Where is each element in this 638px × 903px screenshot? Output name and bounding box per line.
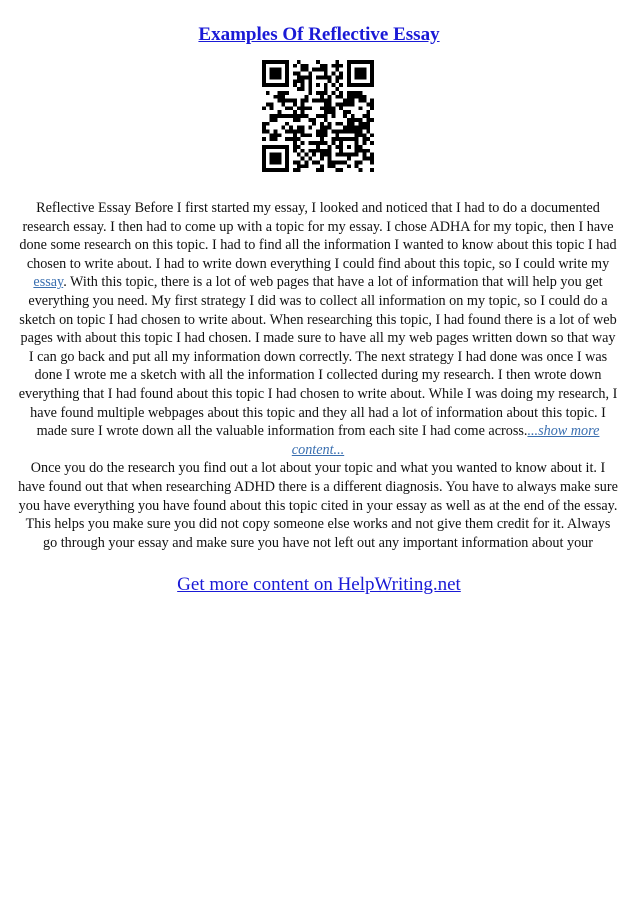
essay-inline-link[interactable]: essay [33, 274, 64, 291]
page-title [0, 24, 638, 46]
footer [0, 574, 638, 596]
essay-paragraph-1-text-end: . With this topic, there is a lot of web pages that have a lot of information that will help you get everything you need. My first strategy I did was to collect all information on my topic, so I could do a sketch on topic I had chosen to write about. When researching this topic, I had found there is a lot of web pages with about this topic I had chosen. I made sure to have all my web pages written down so that way I can go back and put all my information down correctly. The next strategy I had done was once I was done I wrote me a sketch with all the information I collected during my research. I then wrote down everything that I had found about this topic I had chosen to write about. While I was doing my research, I have found multiple webpages about this topic and they all had a lot of information about this topic. I made sure I wrote down all the valuable information from each site I had come across. [18, 274, 618, 440]
essay-paragraph-1-text-start: Reflective Essay Before I first started my essay, I looked and noticed that I had to do a documented research essay. I then had to come up with a topic for my essay. I chose ADHA for my topic, then I have done some research on this topic. I had to find all the information I wanted to know about this topic I had chosen to write about. I had to write down everything I could find about this topic, so I could write my [19, 200, 617, 272]
qr-code-graphic [262, 60, 374, 172]
title-link[interactable]: Examples Of Reflective Essay [198, 24, 440, 45]
get-more-content-link[interactable]: Get more content on HelpWriting.net [177, 574, 461, 595]
essay-paragraph-1 [18, 199, 618, 459]
show-more-link[interactable]: ...show more content... [291, 423, 600, 458]
essay-body [18, 199, 618, 552]
qr-code-icon [262, 60, 374, 172]
essay-paragraph-2: Once you do the research you find out a lot about your topic and what you wanted to know about it. I have found out that when researching ADHD there is a different diagnosis. You have to always make sure you have everything you have found about this topic cited in your essay as well as at the end of the essay. This helps you make sure you did not copy someone else works and not give them credit for it. Always go through your essay and make sure you have not left out any important information about your [18, 460, 618, 551]
